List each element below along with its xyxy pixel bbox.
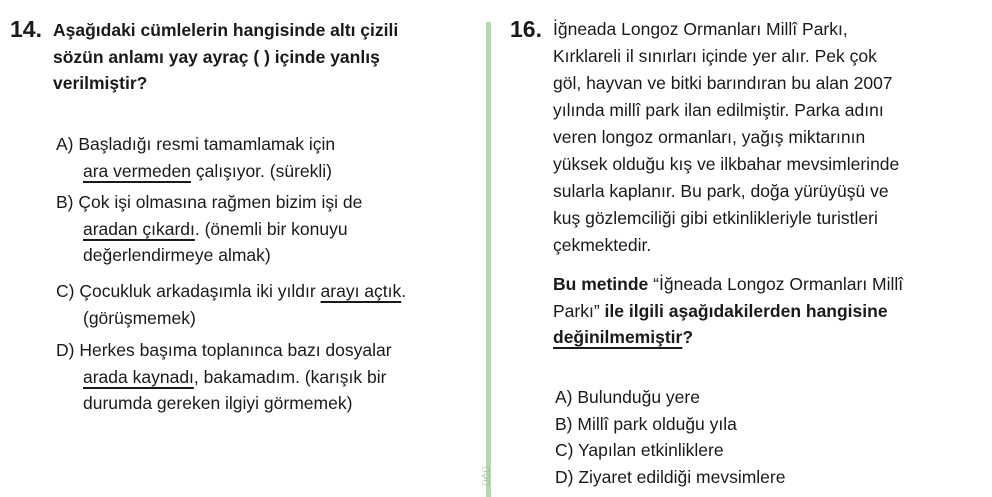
q16-number: 16. xyxy=(510,16,542,42)
passage-line: kuş gözlemciliği gibi etkinlikleriyle turistleri xyxy=(553,208,878,228)
stem-bold: Bu metinde xyxy=(553,274,649,294)
passage-line: İğneada Longoz Ormanları Millî Parkı, xyxy=(553,19,848,39)
q16-header xyxy=(510,16,542,42)
q16-option-a[interactable]: A) Bulunduğu yere xyxy=(555,387,700,407)
option-text: A) Başladığı resmi tamamlamak için xyxy=(56,134,336,154)
column-divider xyxy=(486,22,491,497)
option-text: . (önemli bir konuyu xyxy=(194,218,348,239)
underlined-word: değinilmemiştir xyxy=(553,327,683,347)
stem-quote: “İğneada Longoz Ormanları Millî xyxy=(648,274,904,294)
underlined-phrase: aradan çıkardı xyxy=(83,218,195,239)
stem-quote: Parkı” xyxy=(553,300,600,321)
q14-option-d[interactable] xyxy=(56,337,392,417)
stem-end: ? xyxy=(682,327,694,347)
q14-stem-line: verilmiştir? xyxy=(53,73,148,93)
q14-number: 14. xyxy=(10,16,42,42)
q16-option-c[interactable]: C) Yapılan etkinliklere xyxy=(555,440,724,460)
option-text: D) Herkes başıma toplanınca bazı dosyalar xyxy=(56,340,392,360)
passage-line: yılında millî park ilan edilmiştir. Parka adını xyxy=(553,100,884,120)
option-text: (görüşmemek) xyxy=(83,307,196,328)
passage-line: göl, hayvan ve bitki barındıran bu alan 2007 xyxy=(553,73,893,93)
passage-line: çekmektedir. xyxy=(553,235,652,255)
stem-bold: ile ilgili aşağıdakilerden hangisine xyxy=(599,300,888,321)
underlined-phrase: arayı açtık xyxy=(320,281,402,301)
q14-header xyxy=(10,16,42,42)
passage-line: veren longoz ormanları, yağış miktarının xyxy=(553,127,866,147)
q16-passage xyxy=(553,16,899,259)
q16-option-b[interactable]: B) Millî park olduğu yıla xyxy=(555,413,737,434)
option-text: C) Çocukluk arkadaşımla iki yıldır xyxy=(56,281,321,301)
option-text: değerlendirmeye almak) xyxy=(83,245,271,265)
option-text: çalışıyor. (sürekli) xyxy=(190,160,332,181)
q14-option-a[interactable] xyxy=(56,131,335,184)
q16-options xyxy=(555,384,785,490)
passage-line: yüksek olduğu kış ve ilkbahar mevsimlerinde xyxy=(553,154,900,174)
q14-stem xyxy=(53,17,398,97)
q16-stem xyxy=(553,271,903,351)
passage-line: sularla kaplanır. Bu park, doğa yürüyüşü ve xyxy=(553,181,889,201)
side-text: ÜĞÜ xyxy=(482,466,492,486)
option-text: durumda gereken ilgiyi görmemek) xyxy=(83,393,353,413)
underlined-phrase: arada kaynadı xyxy=(83,366,194,387)
passage-line: Kırklareli il sınırları içinde yer alır. Pek çok xyxy=(553,46,877,66)
option-text: . xyxy=(401,281,407,301)
option-text: B) Çok işi olmasına rağmen bizim işi de xyxy=(56,192,363,212)
underlined-phrase: ara vermeden xyxy=(83,160,191,181)
option-text: , bakamadım. (karışık bir xyxy=(193,366,387,387)
q14-stem-line: Aşağıdaki cümlelerin hangisinde altı çizili xyxy=(53,20,399,40)
q16-option-d[interactable]: D) Ziyaret edildiği mevsimlere xyxy=(555,466,786,487)
q14-option-c[interactable] xyxy=(56,278,406,331)
q14-stem-line: sözün anlamı yay ayraç ( ) içinde yanlış xyxy=(53,46,380,67)
q14-option-b[interactable] xyxy=(56,189,362,269)
